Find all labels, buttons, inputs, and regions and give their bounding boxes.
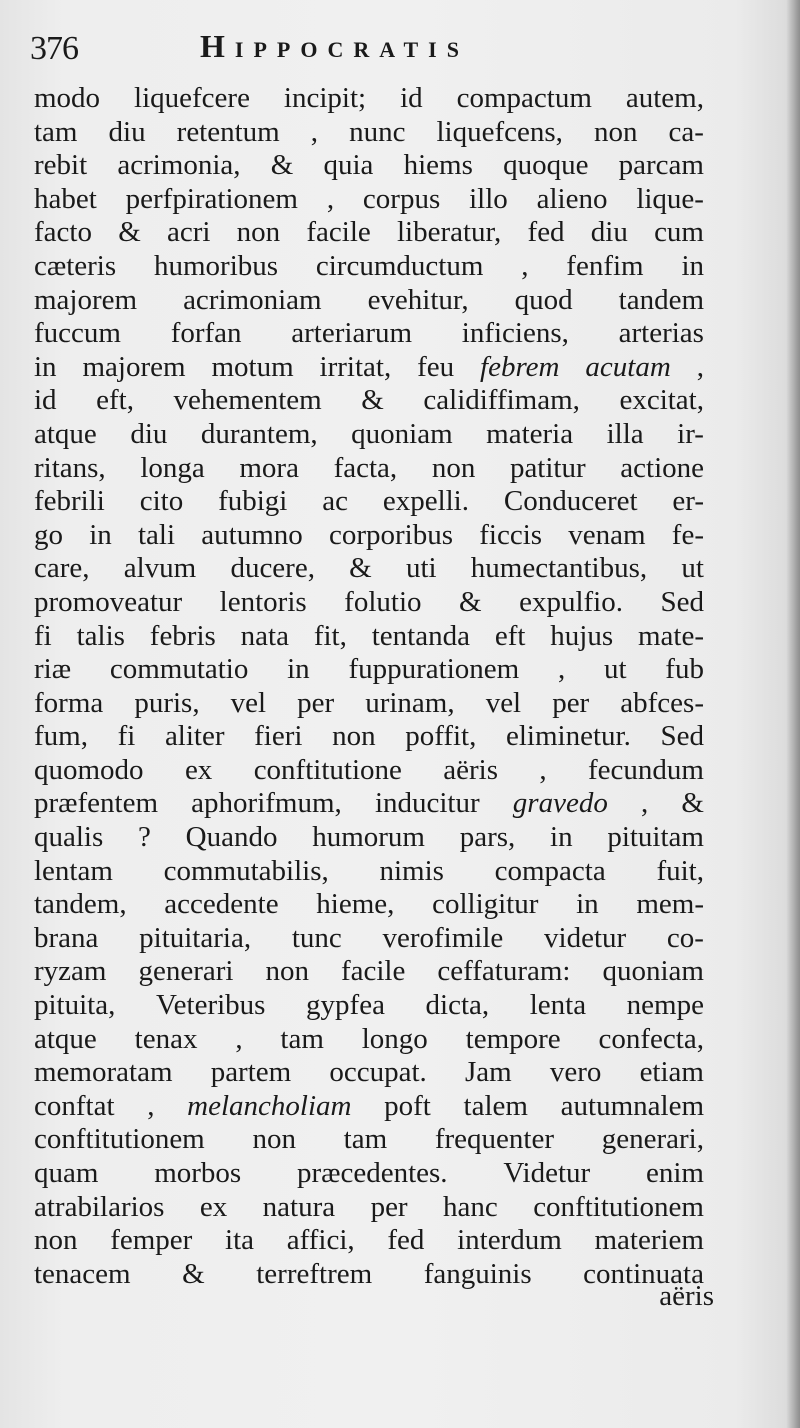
- italic-word: febrem: [480, 350, 560, 383]
- word: hiems: [403, 149, 473, 182]
- word: continuata: [583, 1257, 704, 1290]
- word: liquefcere: [134, 82, 250, 114]
- word: ducere,: [230, 552, 315, 585]
- word: arterias: [618, 317, 704, 350]
- word: excitat,: [619, 384, 704, 417]
- word: ryzam: [34, 955, 107, 988]
- word: conftitutionem: [34, 1123, 205, 1156]
- word: cum: [654, 216, 704, 249]
- word: ritans,: [34, 451, 106, 484]
- word: vel: [485, 686, 522, 719]
- word: pars,: [459, 821, 516, 854]
- word: talem: [463, 1089, 528, 1122]
- word: autumnalem: [560, 1089, 704, 1122]
- word: er-: [672, 485, 704, 518]
- word: acrimonia,: [117, 149, 241, 182]
- word: tam: [280, 1022, 324, 1055]
- word: febrili: [34, 485, 105, 518]
- word: puris,: [134, 686, 200, 719]
- word: tunc: [291, 921, 342, 954]
- page-header: [30, 26, 590, 70]
- word: quomodo: [34, 753, 144, 786]
- text-line: [34, 519, 704, 553]
- word: femper: [110, 1224, 193, 1257]
- word: expelli.: [382, 485, 469, 518]
- word: uti: [405, 552, 437, 585]
- word: atque: [34, 417, 97, 450]
- word: liquefcens,: [436, 115, 563, 148]
- word: forfan: [170, 317, 242, 350]
- word: non: [265, 955, 309, 988]
- word: commutabilis,: [163, 854, 329, 887]
- text-line: [34, 787, 704, 821]
- word: facile: [340, 955, 406, 988]
- word: poft: [384, 1089, 431, 1122]
- word: mem-: [636, 888, 704, 921]
- italic-word: melancholiam: [187, 1089, 352, 1122]
- text-line: [34, 216, 704, 250]
- word: inducitur: [374, 787, 480, 820]
- word: fuppurationem: [348, 653, 520, 686]
- word: Veteribus: [155, 989, 266, 1022]
- word: non: [431, 451, 476, 484]
- word: humectantibus,: [470, 552, 648, 585]
- word: ir-: [677, 417, 704, 450]
- word: &: [182, 1257, 205, 1290]
- word: gypfea: [306, 989, 385, 1022]
- body-text: [34, 82, 704, 1291]
- word: ,: [539, 753, 547, 786]
- text-line: [34, 284, 704, 318]
- word: atrabilarios: [34, 1190, 165, 1223]
- word: modo: [34, 82, 101, 114]
- word: facto: [34, 216, 92, 249]
- word: fit,: [313, 619, 347, 652]
- running-head: Hippocratis: [200, 28, 469, 64]
- text-line: [34, 1191, 704, 1225]
- word: natura: [262, 1190, 336, 1223]
- word: fuccum: [34, 317, 121, 350]
- word: interdum: [457, 1224, 562, 1257]
- word: &: [349, 552, 372, 585]
- word: patitur: [509, 451, 586, 484]
- word: ,: [235, 1022, 243, 1055]
- text-line: [34, 552, 704, 586]
- word: circumductum: [315, 249, 484, 282]
- word: Videtur: [503, 1157, 591, 1189]
- word: per: [370, 1190, 408, 1223]
- word: evehitur,: [367, 283, 469, 316]
- word: inficiens,: [461, 317, 569, 350]
- word: cæteris: [34, 249, 117, 282]
- word: urinam,: [365, 686, 455, 719]
- word: fanguinis: [423, 1257, 532, 1290]
- word: quoniam: [351, 417, 453, 450]
- word: aphorifmum,: [191, 787, 342, 820]
- word: venam: [568, 518, 646, 551]
- word: go: [34, 518, 63, 551]
- word: illa: [606, 417, 644, 450]
- word: per: [297, 686, 335, 719]
- word: compactum: [456, 82, 592, 114]
- word: generari: [138, 955, 234, 988]
- word: per: [552, 686, 590, 719]
- word: pituitam: [607, 821, 704, 854]
- text-line: [34, 351, 704, 385]
- text-line: [34, 922, 704, 956]
- word: commutatio: [109, 653, 249, 686]
- word: quod: [514, 283, 573, 316]
- text-line: [34, 754, 704, 788]
- word: pituitaria,: [139, 921, 252, 954]
- word: ca-: [668, 115, 704, 148]
- word: tali: [138, 518, 176, 551]
- word: febris: [149, 619, 216, 652]
- word: non: [34, 1224, 78, 1257]
- word: motum: [211, 350, 294, 383]
- word: fenfim: [566, 249, 644, 282]
- word: ut: [681, 552, 704, 585]
- word: perfpirationem: [125, 182, 298, 215]
- text-line: [34, 653, 704, 687]
- word: brana: [34, 921, 99, 954]
- word: poffit,: [405, 720, 477, 753]
- word: liberatur,: [396, 216, 502, 249]
- word: durantem,: [200, 417, 318, 450]
- word: &: [270, 149, 294, 182]
- word: ac: [322, 485, 348, 518]
- word: &: [681, 787, 704, 820]
- word: acrimoniam: [183, 283, 322, 316]
- word: aliter: [164, 720, 225, 753]
- word: autem,: [625, 82, 704, 114]
- word: lentoris: [219, 585, 307, 618]
- word: frequenter: [434, 1123, 555, 1156]
- word: Jam: [464, 1056, 512, 1089]
- word: calidiffimam,: [423, 384, 580, 417]
- word: fe-: [671, 518, 704, 551]
- word: in: [576, 888, 599, 921]
- word: incipit;: [283, 82, 367, 114]
- word: majorem: [34, 283, 138, 316]
- word: retentum: [176, 115, 280, 148]
- word: ,: [310, 115, 319, 148]
- word: fubigi: [218, 485, 288, 518]
- word: tandem,: [34, 888, 127, 921]
- word: &: [118, 216, 141, 249]
- word: fed: [527, 216, 565, 249]
- word: ,: [521, 249, 529, 282]
- word: ex: [199, 1190, 228, 1223]
- word: fed: [387, 1224, 425, 1257]
- word: morbos: [154, 1157, 242, 1189]
- text-line: [34, 1224, 704, 1258]
- word: ex: [184, 753, 213, 786]
- word: conftat: [34, 1089, 115, 1122]
- word: ut: [603, 653, 627, 686]
- word: fecundum: [588, 753, 704, 786]
- word: generari,: [601, 1123, 704, 1156]
- word: expulfio.: [519, 585, 623, 618]
- text-line: [34, 418, 704, 452]
- text-line: [34, 1258, 704, 1292]
- word: vel: [230, 686, 267, 719]
- word: non: [252, 1123, 296, 1156]
- word: Sed: [660, 720, 704, 753]
- word: ,: [326, 182, 335, 215]
- word: folutio: [344, 585, 422, 618]
- text-line: [34, 485, 704, 519]
- text-line: [34, 82, 704, 116]
- word: longo: [361, 1022, 428, 1055]
- word: terreftrem: [256, 1257, 373, 1290]
- word: aëris: [443, 753, 498, 786]
- text-line: [34, 1023, 704, 1057]
- word: Quando: [185, 821, 278, 854]
- word: affici,: [286, 1224, 355, 1257]
- word: nimis: [379, 854, 444, 887]
- word: pituita,: [34, 989, 116, 1022]
- text-line: [34, 1157, 704, 1191]
- word: fub: [665, 653, 704, 686]
- word: facile: [306, 216, 371, 249]
- catchword: aëris: [659, 1280, 714, 1312]
- word: tenax: [134, 1022, 198, 1055]
- word: materiem: [594, 1224, 704, 1257]
- word: occupat.: [329, 1056, 427, 1089]
- word: ,: [640, 787, 649, 820]
- word: in: [287, 653, 310, 686]
- word: majorem: [82, 350, 186, 383]
- word: ?: [138, 821, 151, 854]
- word: riæ: [34, 653, 72, 686]
- word: corporibus: [328, 518, 454, 551]
- word: illo: [469, 182, 508, 215]
- word: nempe: [626, 989, 704, 1022]
- word: cito: [139, 485, 184, 518]
- word: fi: [34, 619, 52, 652]
- text-line: [34, 586, 704, 620]
- text-line: [34, 317, 704, 351]
- word: compacta: [494, 854, 606, 887]
- word: diu: [590, 216, 628, 249]
- word: lique-: [636, 182, 704, 215]
- word: care,: [34, 552, 90, 585]
- word: diu: [108, 115, 146, 148]
- text-line: [34, 116, 704, 150]
- word: tam: [343, 1123, 388, 1156]
- word: non: [236, 216, 281, 249]
- word: confecta,: [598, 1022, 704, 1055]
- word: Sed: [660, 585, 704, 618]
- word: tenacem: [34, 1257, 131, 1290]
- text-line: [34, 149, 704, 183]
- word: conftitutionem: [533, 1190, 704, 1223]
- word: verofimile: [382, 921, 504, 954]
- word: eft,: [96, 384, 134, 417]
- text-line: [34, 955, 704, 989]
- word: atque: [34, 1022, 97, 1055]
- word: &: [361, 384, 384, 417]
- word: memoratam: [34, 1056, 173, 1089]
- word: diu: [130, 417, 168, 450]
- text-line: [34, 720, 704, 754]
- italic-word: gravedo: [512, 787, 608, 820]
- word: etiam: [639, 1056, 704, 1089]
- word: id: [400, 82, 423, 114]
- word: ficcis: [479, 518, 543, 551]
- text-line: [34, 1056, 704, 1090]
- word: ,: [557, 653, 566, 686]
- word: forma: [34, 686, 104, 719]
- word: longa: [140, 451, 205, 484]
- word: hujus: [550, 619, 614, 652]
- text-line: [34, 989, 704, 1023]
- text-line: [34, 687, 704, 721]
- word: partem: [210, 1056, 292, 1089]
- word: feu: [417, 350, 455, 383]
- word: colligitur: [432, 888, 539, 921]
- word: in: [34, 350, 57, 383]
- word: dicta,: [425, 989, 490, 1022]
- word: fi: [117, 720, 136, 753]
- word: &: [459, 585, 482, 618]
- page-number: 376: [30, 30, 78, 67]
- word: arteriarum: [291, 317, 413, 350]
- word: vero: [549, 1056, 602, 1089]
- text-line: [34, 384, 704, 418]
- word: ,: [147, 1089, 155, 1122]
- word: co-: [666, 921, 704, 954]
- word: præfentem: [34, 787, 159, 820]
- word: promoveatur: [34, 585, 183, 618]
- text-line: [34, 1123, 704, 1157]
- word: enim: [645, 1157, 704, 1189]
- text-line: [34, 821, 704, 855]
- word: videtur: [544, 921, 627, 954]
- word: id: [34, 384, 57, 417]
- word: talis: [76, 619, 125, 652]
- word: tentanda: [371, 619, 470, 652]
- word: tam: [34, 115, 78, 148]
- word: non: [593, 115, 638, 148]
- word: habet: [34, 182, 97, 215]
- word: irritat,: [319, 350, 392, 383]
- word: humorum: [312, 821, 425, 854]
- word: nata: [240, 619, 289, 652]
- word: fum,: [34, 720, 88, 753]
- word: autumno: [201, 518, 303, 551]
- word: hieme,: [316, 888, 395, 921]
- word: fieri: [254, 720, 303, 753]
- word: facta,: [333, 451, 398, 484]
- word: in: [89, 518, 112, 551]
- word: alvum: [123, 552, 197, 585]
- word: lenta: [529, 989, 587, 1022]
- word: quia: [323, 149, 374, 182]
- word: eliminetur.: [505, 720, 631, 753]
- word: rebit: [34, 149, 88, 182]
- word: parcam: [618, 149, 704, 182]
- text-line: [34, 183, 704, 217]
- word: hanc: [443, 1190, 498, 1223]
- word: acri: [166, 216, 211, 249]
- word: corpus: [362, 182, 441, 215]
- word: mora: [239, 451, 299, 484]
- word: præcedentes.: [296, 1157, 448, 1189]
- text-line: [34, 1090, 704, 1124]
- word: actione: [620, 451, 704, 484]
- word: tempore: [465, 1022, 561, 1055]
- word: quoque: [503, 149, 589, 182]
- word: accedente: [164, 888, 279, 921]
- word: tandem: [618, 283, 704, 316]
- word: in: [550, 821, 573, 854]
- text-line: [34, 855, 704, 889]
- word: qualis: [34, 821, 104, 854]
- text-line: [34, 888, 704, 922]
- word: in: [681, 249, 704, 282]
- word: quoniam: [602, 955, 704, 988]
- word: fuit,: [656, 854, 704, 887]
- word: vehementem: [173, 384, 322, 417]
- word: conftitutione: [253, 753, 402, 786]
- word: eft: [494, 619, 526, 652]
- word: ceffaturam:: [437, 955, 571, 988]
- word: alieno: [536, 182, 608, 215]
- word: mate-: [637, 619, 704, 652]
- word: ita: [225, 1224, 255, 1257]
- italic-word: acutam: [585, 350, 671, 383]
- word: ,: [696, 350, 704, 383]
- word: abfces-: [620, 686, 704, 719]
- word: quam: [34, 1157, 99, 1189]
- text-line: [34, 620, 704, 654]
- word: lentam: [34, 854, 113, 887]
- word: humoribus: [153, 249, 279, 282]
- word: nunc: [349, 115, 406, 148]
- text-line: [34, 452, 704, 486]
- text-line: [34, 250, 704, 284]
- word: non: [332, 720, 376, 753]
- word: materia: [486, 417, 574, 450]
- word: Conduceret: [503, 485, 638, 518]
